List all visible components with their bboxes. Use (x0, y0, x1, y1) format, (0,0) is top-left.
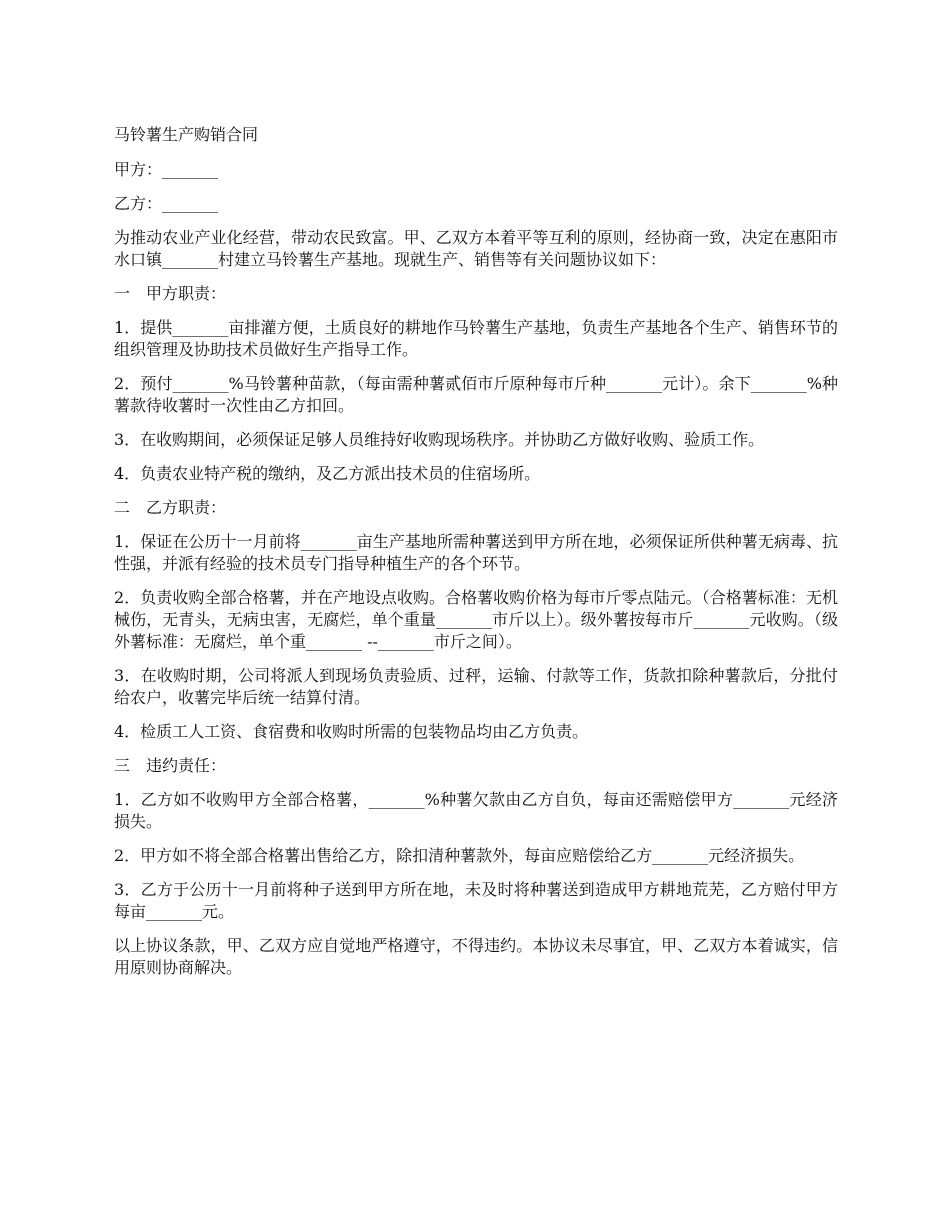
section-heading-party-b-duties: 二 乙方职责： (114, 498, 227, 517)
closing-paragraph: 以上协议条款，甲、乙双方应自觉地严格遵守，不得违约。本协议未尽事宜，甲、乙双方本着诚实，信用原则协商解决。 (114, 936, 838, 977)
clause-1-2: 2．预付_______%马铃薯种苗款，（每亩需种薯贰佰市斤原种每市斤种_______元计）。余下_______%种薯款待收薯时一次性由乙方扣回。 (114, 374, 838, 415)
clause-2-2: 2．负责收购全部合格薯，并在产地设点收购。合格薯收购价格为每市斤零点陆元。（合格薯标准：无机械伤，无青头，无病虫害，无腐烂，单个重量_______市斤以上）。级外薯按每市斤_______元收购。（级外薯标准：无腐烂，单个重_______ --_______市斤之间）。 (114, 588, 838, 651)
clause-3-3: 3．乙方于公历十一月前将种子送到甲方所在地，未及时将种薯送到造成甲方耕地荒芜，乙方赔付甲方每亩_______元。 (114, 880, 838, 921)
clause-3-2: 2．甲方如不将全部合格薯出售给乙方，除扣清种薯款外，每亩应赔偿给乙方_______元经济损失。 (114, 846, 805, 865)
clause-2-4: 4．检质工人工资、食宿费和收购时所需的包装物品均由乙方负责。 (114, 722, 589, 741)
section-heading-breach-liability: 三 违约责任： (114, 756, 227, 775)
clause-2-1: 1．保证在公历十一月前将_______亩生产基地所需种薯送到甲方所在地，必须保证所供种薯无病毒、抗性强，并派有经验的技术员专门指导种植生产的各个环节。 (114, 532, 838, 573)
clause-1-1: 1．提供_______亩排灌方便，土质良好的耕地作马铃薯生产基地，负责生产基地各个生产、销售环节的组织管理及协助技术员做好生产指导工作。 (114, 318, 838, 359)
party-b-line: 乙方：_______ (114, 194, 219, 213)
clause-1-4: 4．负责农业特产税的缴纳，及乙方派出技术员的住宿场所。 (114, 464, 541, 483)
intro-paragraph: 为推动农业产业化经营，带动农民致富。甲、乙双方本着平等互利的原则，经协商一致，决定在惠阳市水口镇_______村建立马铃薯生产基地。现就生产、销售等有关问题协议如下： (114, 228, 838, 269)
contract-document (114, 124, 838, 991)
clause-2-3: 3．在收购时期，公司将派人到现场负责验质、过秤，运输、付款等工作，货款扣除种薯款后，分批付给农户，收薯完毕后统一结算付清。 (114, 666, 838, 707)
clause-3-1: 1．乙方如不收购甲方全部合格薯，_______%种薯欠款由乙方自负，每亩还需赔偿甲方_______元经济损失。 (114, 790, 838, 831)
party-a-line: 甲方：_______ (114, 160, 219, 179)
clause-1-3: 3．在收购期间，必须保证足够人员维持好收购现场秩序。并协助乙方做好收购、验质工作。 (114, 430, 765, 449)
document-title: 马铃薯生产购销合同 (114, 125, 259, 144)
section-heading-party-a-duties: 一 甲方职责： (114, 284, 227, 303)
